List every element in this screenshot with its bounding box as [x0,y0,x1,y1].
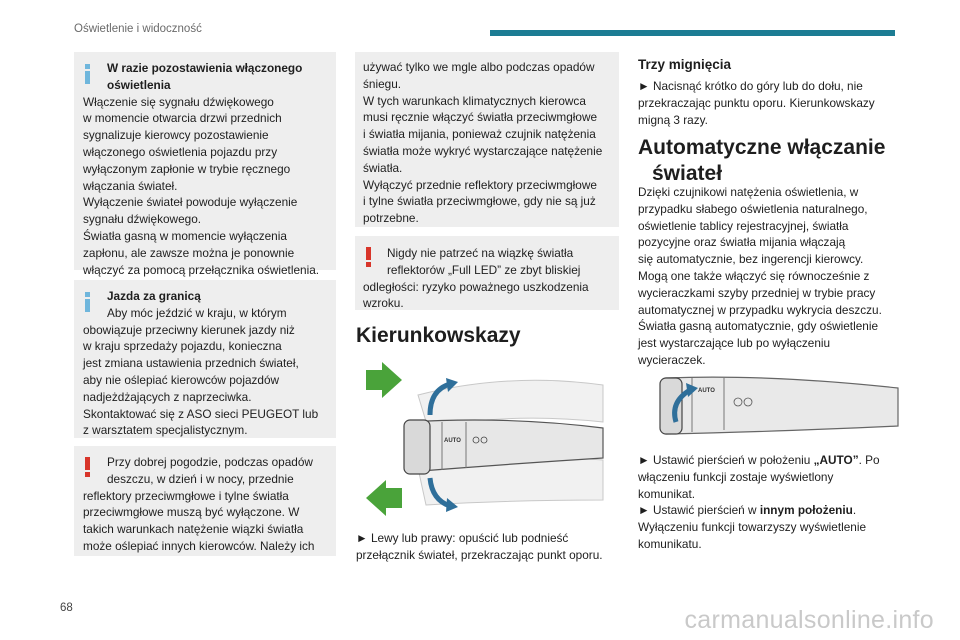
text-line: Wyłączeniu funkcji towarzyszy wyświetlenie [638,520,867,535]
section-heading-indicators: Kierunkowskazy [356,324,521,347]
text-line: przypadku słabego oświetlenia naturalnego, [638,201,868,216]
text-line: Światła gasną w momencie wyłączenia [83,228,287,243]
info-box-lights-left-on [74,52,336,277]
arrow-up-right-icon [366,362,402,398]
warning-box-full-led [355,236,619,310]
box-body [83,94,328,279]
text-line: jest wystarczające lub po wyłączeniu [638,336,831,351]
text-line: jest zmiana ustawienia przednich świateł, [83,356,299,371]
indicators-instructions [356,530,626,564]
header-accent-bar [490,30,895,36]
text-line: przełącznik świateł, przekraczając punkt oporu. [356,547,603,562]
auto-ring-illustration [648,368,900,438]
text-line: Przy dobrej pogodzie, podczas opadów [107,455,313,469]
stalk-end-cap [404,420,430,474]
text-line: musi ręcznie włączyć światła przeciwmgłowe [363,110,598,125]
box-title: W razie pozostawienia włączonego oświetlenia [107,61,303,92]
indicator-stalk-illustration [358,360,608,525]
text-span: . Po [858,453,880,467]
text-line: przekraczając punktu oporu. Kierunkowskazy [638,95,875,110]
text-line: wzroku. [363,296,404,311]
text-line: Światła gasną automatycznie, gdy oświetlenie [638,319,879,334]
text-line: używać tylko we mgle albo podczas opadów [363,60,595,74]
stalk-main [666,377,898,434]
text-line: wycieraczek. [638,352,706,367]
text-line: nadjeżdżających z naprzeciwka. [83,389,252,404]
text-line: Nigdy nie patrzeć na wiązkę światła [387,246,574,260]
info-icon [85,292,90,312]
text-line: w kraju sprzedaży pojazdu, konieczna [83,339,282,354]
text-line: i światła mijania, ponieważ czujnik natężenia [363,127,596,142]
header-title: Oświetlenie i widoczność [74,23,202,35]
text-line [638,502,913,519]
bold-text: innym położeniu [759,503,853,518]
text-line: Wyłączyć przednie reflektory przeciwmgłowe [363,177,597,192]
text-line: zapłonu, ale zawsze można je ponownie [83,245,295,260]
page-number: 68 [60,602,73,614]
warning-box-continuation [355,52,619,227]
text-span: ► Ustawić pierścień w położeniu [638,453,814,467]
text-line: Wyłączenie świateł powoduje wyłączenie [83,195,298,210]
box-title: Jazda za granicą [107,289,201,303]
warning-box-fog-lights [74,446,336,556]
text-line: komunikatu. [638,536,702,551]
auto-lights-text [638,184,913,369]
text-line: deszczu, w dzień i w nocy, przednie [107,471,294,486]
text-line: takich warunkach natężenie wiązki światła [83,522,304,537]
text-line: reflektorów „Full LED” ze zbyt bliskiej [387,262,581,277]
text-line: pozycyjne oraz światła mijania włączają [638,235,846,250]
text-line: włączeniu funkcji zostaje wyświetlony [638,469,834,484]
text-line: ► Nacisnąć krótko do góry lub do dołu, nie [638,79,863,93]
text-line: śniegu. [363,76,402,91]
info-box-driving-abroad [74,280,336,438]
text-line: ► Lewy lub prawy: opuścić lub podnieść [356,531,569,545]
text-line: reflektory przeciwmgłowe i tylne światła [83,488,289,503]
text-line: odległości: ryzyko poważnego uszkodzenia [363,279,589,294]
text-line: Skontaktować się z ASO sieci PEUGEOT lub [83,406,319,421]
text-line: Dzięki czujnikowi natężenia oświetlenia, w [638,185,859,199]
text-line: wycieraczkami szyby przedniej w trybie pracy [638,285,876,300]
three-flashes-text [638,78,908,128]
text-line: sygnału dźwiękowego. [83,212,202,227]
text-span: ► Ustawić pierścień w [638,503,760,518]
text-line: automatycznej w przypadku wykrycia deszczu. [638,302,882,317]
auto-ring-instructions [638,452,913,553]
stalk-auto-label: AUTO [444,438,461,444]
text-line: się automatycznie, bez ingerencji kierowcy. [638,252,864,267]
arrow-down-left-icon [366,480,402,516]
text-line: światła. [363,160,403,175]
text-line: i tylne światła przeciwmgłowe, gdy nie są już [363,194,596,209]
warning-icon [366,247,371,267]
text-line: w momencie otwarcia drzwi przednich [83,111,282,126]
section-heading-three-flashes: Trzy mignięcia [638,57,732,72]
section-heading-auto-lights [638,135,885,187]
text-line: przeciwmgłowe muszą być wyłączone. W [83,505,300,520]
text-line: W tych warunkach klimatycznych kierowca [363,93,586,108]
text-line: włączonego oświetlenia pojazdu przy [83,144,278,159]
text-line: światła może wykryć wystarczające natężenie [363,143,603,158]
text-line: włączania świateł. [83,178,178,193]
heading-line: świateł [652,162,723,185]
text-line: wyłączonym zapłonie w trybie ręcznego [83,161,291,176]
text-line: aby nie oślepiać kierowców pojazdów [83,372,280,387]
text-line: Mogą one także włączyć się równocześnie z [638,268,870,283]
text-line [638,452,913,469]
warning-icon [85,457,90,477]
stalk-auto-label: AUTO [698,388,715,394]
text-line: oświetlenie tablicy rejestracyjnej, światła [638,218,849,233]
bold-text: „AUTO” [813,453,859,467]
text-line: obowiązuje przeciwny kierunek jazdy niż [83,322,295,337]
text-line: komunikat. [638,486,696,501]
text-line: z warsztatem specjalistycznym. [83,423,248,438]
text-line: włączyć za pomocą przełącznika oświetlenia. [83,262,320,277]
text-span: . [852,503,857,518]
text-line: Włączenie się sygnału dźwiękowego [83,94,274,109]
text-line: sygnalizuje kierowcy pozostawienie [83,128,269,143]
text-line: migną 3 razy. [638,112,708,127]
text-line: może oślepiać innych kierowców. Należy ich [83,538,315,553]
watermark: carmanualsonline.info [684,606,934,634]
text-line: Aby móc jeździć w kraju, w którym [107,305,287,320]
info-icon [85,64,90,84]
heading-line: Automatyczne włączanie [638,136,886,159]
stalk-end-cap [660,378,682,434]
text-line: potrzebne. [363,211,419,226]
